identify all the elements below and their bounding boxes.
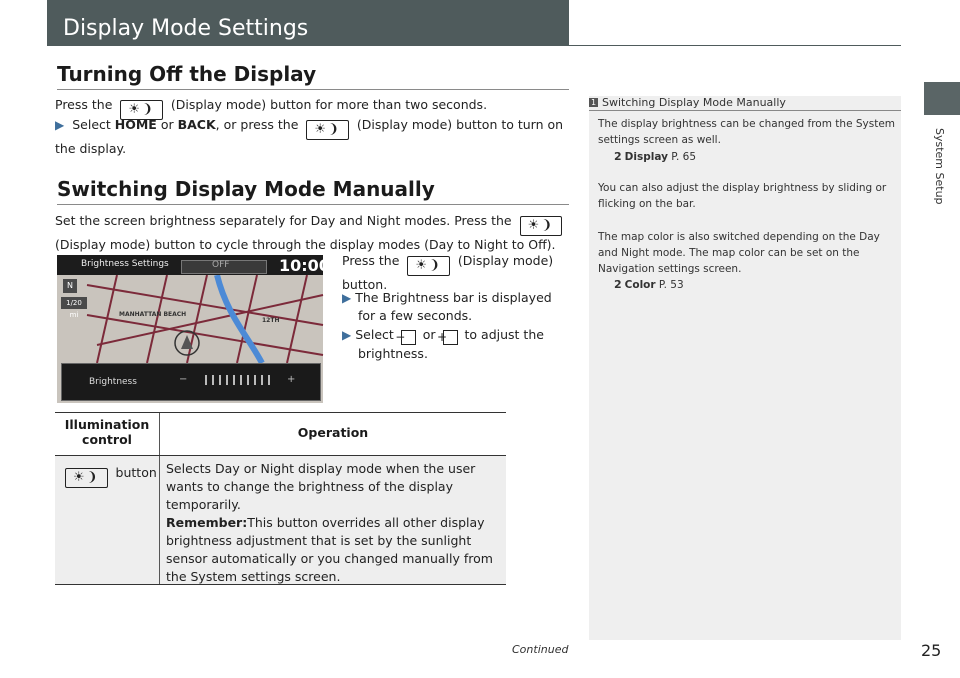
- display-mode-button-icon: ☀︎❩: [65, 468, 108, 488]
- table-header-row: [55, 412, 506, 456]
- column-divider: [159, 456, 160, 584]
- text: This button overrides all other display brightness adjustment that is set by the sunlight sensor automatically or you changed manually from the System settings screen.: [166, 515, 493, 584]
- section-heading-turning-off: Turning Off the Display: [57, 62, 317, 86]
- side-note-p3: The map color is also switched depending on the Day and Night mode. The map color can be set on the Navigation settings screen.: [598, 231, 880, 275]
- title-rule: [47, 45, 901, 46]
- side-note-ref-display: [614, 149, 894, 165]
- map-scale: 1/20 mi: [61, 297, 87, 309]
- remember-label: Remember:: [166, 515, 248, 530]
- reference-label: Display: [624, 151, 668, 163]
- side-tab-label: System Setup: [933, 128, 946, 205]
- display-mode-button-icon: ☀︎❩: [120, 100, 163, 120]
- display-mode-button-icon: ☀︎❩: [520, 216, 563, 236]
- text: (Display mode) button to turn on the display.: [55, 117, 564, 156]
- reference-arrow-icon: 2: [614, 150, 622, 163]
- text: , or press the: [215, 117, 299, 132]
- text: Press the: [342, 253, 400, 268]
- text: (Display mode) button.: [342, 253, 554, 292]
- plus-icon: +: [443, 330, 458, 345]
- step-arrow-icon: ▶: [342, 291, 352, 305]
- reference-page: P. 53: [658, 279, 684, 291]
- step-arrow-icon: ▶: [342, 328, 352, 342]
- side-note-ref-color: [614, 277, 894, 293]
- switching-intro: [55, 212, 570, 254]
- side-note-p2: You can also adjust the display brightness by sliding or flicking on the bar.: [598, 182, 887, 210]
- brightness-plus-icon: +: [287, 374, 296, 385]
- display-mode-button-icon: ☀︎❩: [407, 256, 450, 276]
- column-header-illumination: Illumination control: [64, 417, 150, 447]
- text: Selects Day or Night display mode when the user wants to change the brightness of the display temporarily.: [166, 461, 476, 512]
- clock: 10:00: [279, 256, 330, 275]
- reference-label: Color: [624, 279, 656, 291]
- display-mode-button-icon: ☀︎❩: [306, 120, 349, 140]
- brightness-bar-label: Brightness: [89, 377, 137, 387]
- map-street-label: 12TH: [262, 317, 280, 324]
- text: Select: [72, 117, 111, 132]
- screenshot-caption: Brightness Settings: [81, 259, 169, 269]
- brightness-level-ticks: [205, 375, 273, 385]
- toggle-off-label: OFF: [212, 260, 230, 270]
- side-note-heading: [589, 96, 786, 109]
- step-arrow-icon: ▶: [55, 118, 65, 132]
- side-tab-marker: [924, 82, 960, 115]
- text: Select: [355, 327, 394, 342]
- text: button: [115, 465, 157, 480]
- text: or: [422, 327, 436, 342]
- press-instruction: [342, 252, 572, 294]
- illumination-table: [55, 412, 506, 585]
- day-night-toggle: [181, 260, 267, 274]
- cell-operation: [166, 460, 502, 586]
- side-note-rule: [589, 110, 901, 111]
- text: or: [160, 117, 174, 132]
- compass-icon: N: [63, 279, 77, 293]
- continued-label: Continued: [512, 643, 569, 656]
- table-row: [55, 456, 506, 585]
- turn-on-step: [55, 116, 570, 158]
- text: to adjust the brightness.: [358, 327, 544, 361]
- map-street-label: MANHATTAN BEACH: [119, 311, 187, 318]
- section-rule: [57, 89, 569, 90]
- minus-icon: −: [401, 330, 416, 345]
- side-note-p1: The display brightness can be changed from the System settings screen as well.: [598, 118, 896, 146]
- section-heading-switching: Switching Display Mode Manually: [57, 177, 435, 201]
- step-adjust: [342, 326, 572, 363]
- home-label: HOME: [114, 117, 157, 132]
- cell-illumination: [61, 464, 157, 488]
- column-header-operation: Operation: [297, 425, 369, 440]
- step-brightness-bar: [342, 289, 572, 325]
- text: Set the screen brightness separately for Day and Night modes. Press the: [55, 213, 512, 228]
- text: (Display mode) button to cycle through the display modes (Day to Night to Off).: [55, 237, 556, 252]
- back-label: BACK: [177, 117, 216, 132]
- text: The Brightness bar is displayed for a few seconds.: [355, 290, 552, 323]
- text: Switching Display Mode Manually: [602, 96, 786, 109]
- text: Press the: [55, 97, 113, 112]
- page-number: 25: [921, 641, 942, 660]
- brightness-minus-icon: −: [179, 374, 188, 385]
- text: (Display mode) button for more than two seconds.: [170, 97, 488, 112]
- section-rule: [57, 204, 569, 205]
- reference-page: P. 65: [671, 151, 697, 163]
- page-title: Display Mode Settings: [63, 16, 309, 41]
- reference-arrow-icon: 2: [614, 278, 622, 291]
- side-note-panel: [589, 96, 901, 640]
- brightness-screenshot: [57, 255, 330, 403]
- note-number-badge: 1: [590, 98, 597, 107]
